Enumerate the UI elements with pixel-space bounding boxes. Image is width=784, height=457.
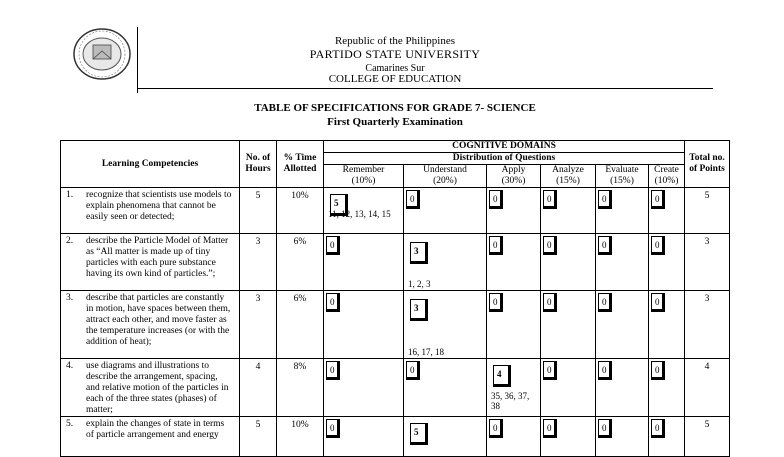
competency-text: recognize that scientists use models to explain phenomena that cannot be easily seen or detected; <box>86 190 232 222</box>
question-count-box: 0 <box>651 419 665 438</box>
question-count-box: 0 <box>406 361 420 380</box>
distribution-cell <box>324 188 404 234</box>
question-count-box: 0 <box>543 190 557 209</box>
distribution-cell <box>649 291 685 359</box>
competency-number: 4. <box>66 361 74 371</box>
table-row <box>61 188 730 234</box>
header-competencies: Learning Competencies <box>61 141 240 188</box>
level-percent: (30%) <box>501 176 526 186</box>
table-row <box>61 234 730 291</box>
distribution-cell <box>541 234 596 291</box>
header-level-apply <box>487 165 541 188</box>
header-hours: No. of Hours <box>240 141 277 188</box>
level-percent: (10%) <box>351 176 376 186</box>
level-percent: (10%) <box>654 176 679 186</box>
distribution-cell <box>649 234 685 291</box>
competency-cell <box>61 291 240 359</box>
distribution-cell <box>487 359 541 417</box>
competency-number: 5. <box>66 419 74 429</box>
total-cell: 3 <box>685 234 730 291</box>
total-cell: 4 <box>685 359 730 417</box>
competency-cell <box>61 234 240 291</box>
hours-cell: 5 <box>240 417 277 457</box>
item-numbers: 16, 17, 18 <box>408 347 444 357</box>
competency-text: use diagrams and illustrations to describe the arrangement, spacing, and relative motion of the particles in each of the three states (phases) of matter; <box>86 361 229 415</box>
header-province: Camarines Sur <box>365 63 425 74</box>
question-count-box: 5 <box>410 423 428 445</box>
distribution-cell <box>487 234 541 291</box>
question-count-box: 5 <box>330 194 348 216</box>
header-level-create <box>649 165 685 188</box>
distribution-cell <box>596 234 649 291</box>
header-time: % Time Allotted <box>277 141 324 188</box>
distribution-cell <box>649 417 685 457</box>
distribution-cell <box>487 417 541 457</box>
header-divider-vertical <box>137 27 138 93</box>
question-count-box: 0 <box>326 361 340 380</box>
level-name: Remember <box>342 165 385 175</box>
distribution-cell <box>649 188 685 234</box>
distribution-cell <box>404 417 487 457</box>
total-cell: 3 <box>685 291 730 359</box>
specifications-table <box>60 140 730 457</box>
competency-text: describe that particles are constantly in motion, have spaces between them, attract each other, and move faster as the temperature increases (or with the addition of heat); <box>86 293 231 347</box>
total-cell: 5 <box>685 417 730 457</box>
question-count-box: 0 <box>326 293 340 312</box>
distribution-cell <box>596 417 649 457</box>
question-count-box: 0 <box>651 361 665 380</box>
question-count-box: 0 <box>651 236 665 255</box>
question-count-box: 0 <box>543 419 557 438</box>
distribution-cell <box>324 234 404 291</box>
table-row <box>61 359 730 417</box>
time-cell: 10% <box>277 188 324 234</box>
header-level-evaluate <box>596 165 649 188</box>
level-name: Evaluate <box>605 165 639 175</box>
item-numbers: 11, 12, 13, 14, 15 <box>328 209 391 219</box>
competency-cell <box>61 188 240 234</box>
question-count-box: 0 <box>489 236 503 255</box>
level-name: Understand <box>423 165 467 175</box>
question-count-box: 3 <box>410 242 428 264</box>
header-rule <box>137 88 713 89</box>
competency-text: explain the changes of state in terms of particle arrangement and energy <box>86 419 225 440</box>
question-count-box: 0 <box>489 419 503 438</box>
distribution-cell <box>541 291 596 359</box>
question-count-box: 0 <box>543 293 557 312</box>
competency-number: 3. <box>66 293 74 303</box>
competency-text: describe the Particle Model of Matter as “All matter is made up of tiny particles with each pure substance having its own kind of particles.”; <box>86 236 229 279</box>
level-percent: (20%) <box>433 176 457 186</box>
distribution-cell <box>649 359 685 417</box>
header-cognitive-domains: COGNITIVE DOMAINS <box>324 141 685 153</box>
distribution-cell <box>541 417 596 457</box>
header-republic: Republic of the Philippines <box>334 35 456 47</box>
question-count-box: 0 <box>489 190 503 209</box>
item-numbers: 1, 2, 3 <box>408 279 431 289</box>
distribution-cell <box>404 234 487 291</box>
competency-number: 2. <box>66 236 74 246</box>
header-level-remember <box>324 165 404 188</box>
distribution-cell <box>487 291 541 359</box>
question-count-box: 0 <box>326 236 340 255</box>
total-cell: 5 <box>685 188 730 234</box>
question-count-box: 0 <box>598 361 612 380</box>
distribution-cell <box>487 188 541 234</box>
distribution-cell <box>324 417 404 457</box>
distribution-cell <box>596 359 649 417</box>
question-count-box: 0 <box>326 419 340 438</box>
level-name: Create <box>654 165 679 175</box>
document-subtitle: First Quarterly Examination <box>327 116 463 128</box>
question-count-box: 4 <box>493 365 511 387</box>
question-count-box: 0 <box>543 361 557 380</box>
level-percent: (15%) <box>610 176 634 186</box>
competency-number: 1. <box>66 190 74 200</box>
header-level-understand <box>404 165 487 188</box>
table-row <box>61 417 730 457</box>
distribution-cell <box>404 188 487 234</box>
level-name: Analyze <box>552 165 584 175</box>
question-count-box: 0 <box>598 293 612 312</box>
question-count-box: 0 <box>598 236 612 255</box>
question-count-box: 0 <box>651 190 665 209</box>
university-seal-logo <box>72 27 132 81</box>
distribution-cell <box>596 291 649 359</box>
header-distribution: Distribution of Questions <box>324 153 685 165</box>
level-percent: (15%) <box>556 176 580 186</box>
question-count-box: 3 <box>410 299 428 321</box>
competency-cell <box>61 359 240 417</box>
question-count-box: 0 <box>598 190 612 209</box>
question-count-box: 0 <box>406 190 420 209</box>
time-cell: 10% <box>277 417 324 457</box>
level-name: Apply <box>501 165 526 175</box>
item-numbers: 35, 36, 37, 38 <box>491 391 530 411</box>
header-college: COLLEGE OF EDUCATION <box>328 73 462 85</box>
time-cell: 6% <box>277 234 324 291</box>
question-count-box: 0 <box>489 293 503 312</box>
distribution-cell <box>404 359 487 417</box>
distribution-cell <box>541 188 596 234</box>
question-count-box: 0 <box>651 293 665 312</box>
time-cell: 8% <box>277 359 324 417</box>
hours-cell: 3 <box>240 291 277 359</box>
document-title: TABLE OF SPECIFICATIONS FOR GRADE 7- SCIENCE <box>254 102 536 114</box>
hours-cell: 3 <box>240 234 277 291</box>
table-row <box>61 291 730 359</box>
time-cell: 6% <box>277 291 324 359</box>
header-total: Total no. of Points <box>685 141 730 188</box>
hours-cell: 4 <box>240 359 277 417</box>
competency-cell <box>61 417 240 457</box>
header-university: PARTIDO STATE UNIVERSITY <box>309 47 481 61</box>
distribution-cell <box>541 359 596 417</box>
question-count-box: 0 <box>598 419 612 438</box>
hours-cell: 5 <box>240 188 277 234</box>
header-level-analyze <box>541 165 596 188</box>
distribution-cell <box>404 291 487 359</box>
distribution-cell <box>596 188 649 234</box>
distribution-cell <box>324 359 404 417</box>
question-count-box: 0 <box>543 236 557 255</box>
distribution-cell <box>324 291 404 359</box>
